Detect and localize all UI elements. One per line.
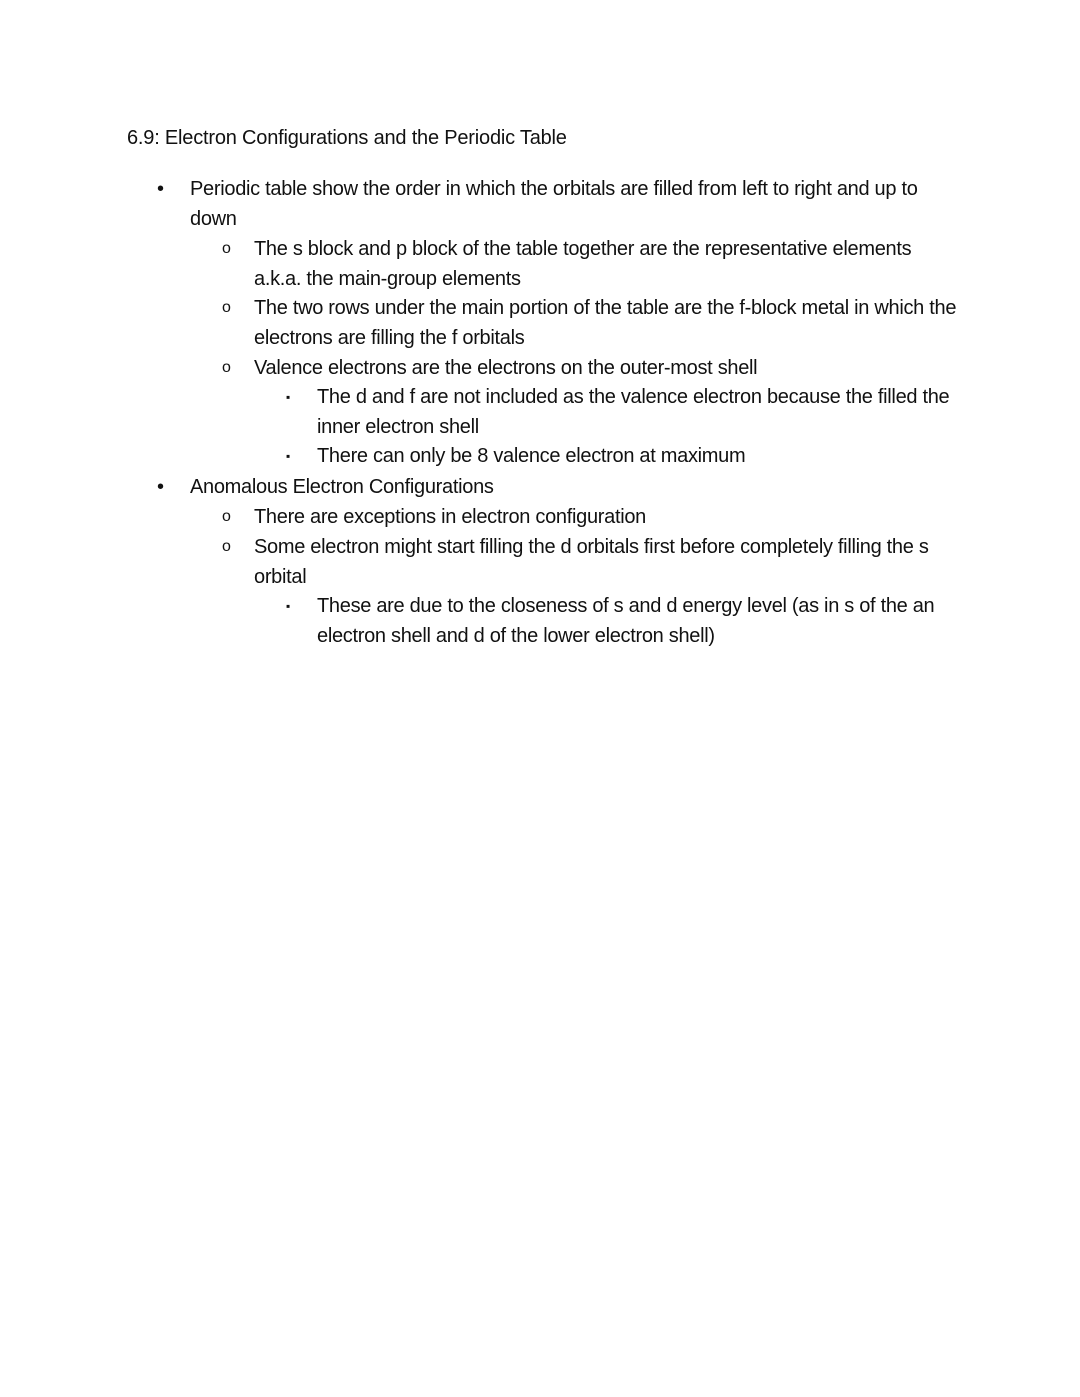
list-item: There are exceptions in electron configuration bbox=[254, 506, 646, 528]
list-item: Anomalous Electron Configurations bbox=[190, 476, 494, 498]
list-item: The two rows under the main portion of the table are the f-block metal in which the electrons are filling the f orbitals bbox=[254, 297, 957, 349]
bullet-square-icon: ▪ bbox=[286, 390, 291, 404]
page-title: 6.9: Electron Configurations and the Periodic Table bbox=[127, 127, 567, 149]
bullet-square-icon: ▪ bbox=[286, 449, 291, 463]
list-item: The d and f are not included as the valence electron because the filled the inner electron shell bbox=[317, 386, 950, 438]
list-item: Periodic table show the order in which the orbitals are filled from left to right and up to down bbox=[190, 178, 918, 230]
list-item: The s block and p block of the table together are the representative elements a.k.a. the main-group elements bbox=[254, 238, 912, 290]
bullet-disc-icon: • bbox=[157, 178, 165, 200]
list-item: These are due to the closeness of s and d energy level (as in s of the an electron shell and d of the lower electron shell) bbox=[317, 595, 935, 647]
bullet-square-icon: ▪ bbox=[286, 599, 291, 613]
bullet-circle-icon: o bbox=[222, 240, 231, 257]
list-item: Valence electrons are the electrons on the outer-most shell bbox=[254, 357, 758, 379]
bullet-circle-icon: o bbox=[222, 299, 231, 316]
list-item: There can only be 8 valence electron at maximum bbox=[317, 445, 746, 467]
list-item: Some electron might start filling the d orbitals first before completely filling the s orbital bbox=[254, 536, 929, 588]
bullet-circle-icon: o bbox=[222, 508, 231, 525]
bullet-circle-icon: o bbox=[222, 359, 231, 376]
bullet-circle-icon: o bbox=[222, 538, 231, 555]
bullet-disc-icon: • bbox=[157, 476, 165, 498]
